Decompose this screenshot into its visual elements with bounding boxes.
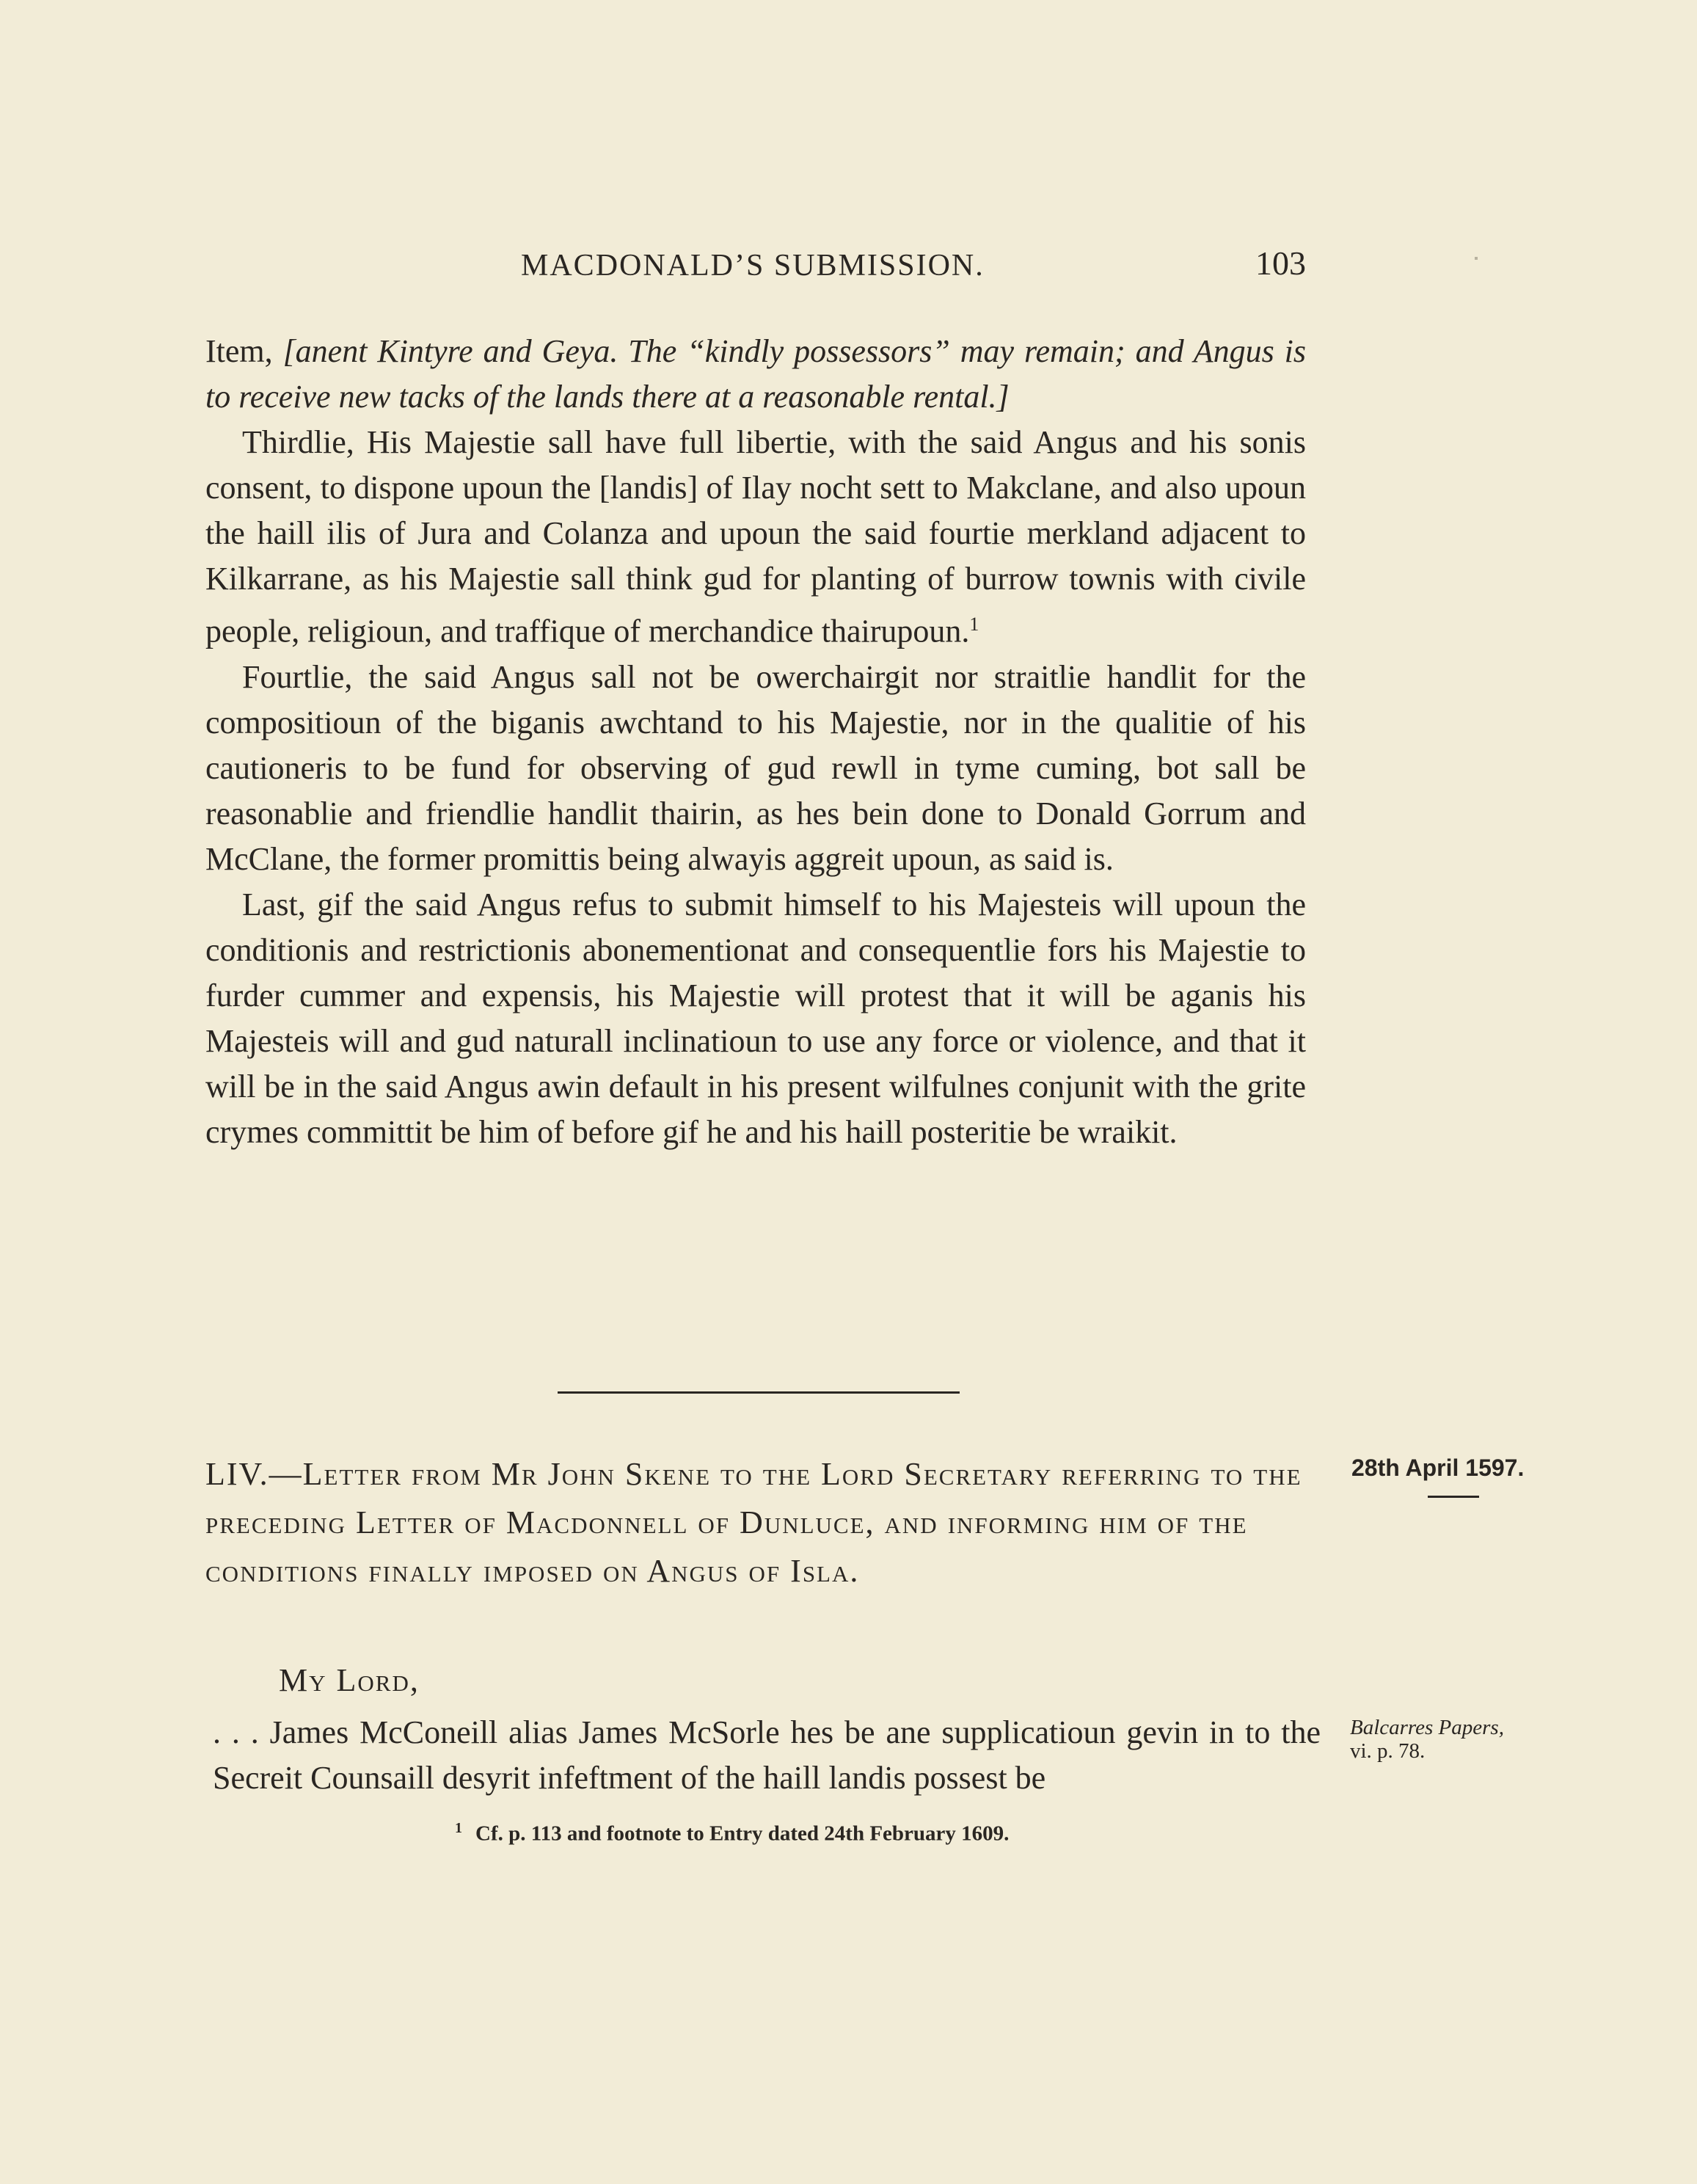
source-title: Balcarres Papers, bbox=[1350, 1716, 1504, 1739]
paragraph-item bbox=[205, 329, 1306, 420]
page-number: 103 bbox=[1255, 244, 1306, 282]
source-reference bbox=[1350, 1716, 1504, 1763]
salutation: My Lord, bbox=[279, 1662, 420, 1698]
date-underline bbox=[1428, 1496, 1479, 1498]
entry-heading bbox=[205, 1450, 1306, 1595]
item-text: [anent Kintyre and Geya. The “kindly possessors” may remain; and Angus is to receive new tacks of the lands there at a reasonable rental.] bbox=[205, 333, 1306, 415]
letter-text bbox=[213, 1710, 1321, 1801]
paragraph-last: Last, gif the said Angus refus to submit himself to his Majesteis will upoun the conditionis and restrictionis abonementionat and consequentlie fors his Majestie to furder cummer and expensis, his Majestie will protest that it will be aganis his Majesteis will and gud naturall inclinatioun to use any force or violence, and that it will be in the said Angus awin default in his present wilfulnes conjunit with the grite crymes committit be him of before gif he and his haill posteritie be wraikit. bbox=[205, 886, 1306, 1150]
letter-paragraph: . . . James McConeill alias James McSorle hes be ane supplicatioun gevin in to the Secreit Counsaill desyrit infeftment of the haill landis possest be bbox=[213, 1714, 1321, 1796]
paragraph-fourtlie: Fourtlie, the said Angus sall not be owerchairgit nor straitlie handlit for the compositioun of the biganis awchtand to his Majestie, nor in the qualitie of his cautioneris to be fund for observing of gud rewll in tyme cuming, bot sall be reasonablie and friendlie handlit thairin, as hes bein done to Donald Gorrum and McClane, the former promittis being alwayis aggreit upoun, as said is. bbox=[205, 658, 1306, 877]
paragraph-thirdlie bbox=[205, 420, 1306, 655]
item-label: Item, bbox=[205, 333, 273, 369]
footnote-number: 1 bbox=[455, 1820, 462, 1836]
entry-number: LIV. bbox=[205, 1456, 269, 1492]
entry-date: 28th April 1597. bbox=[1351, 1455, 1525, 1481]
page-speck bbox=[1475, 257, 1478, 260]
running-head bbox=[205, 244, 1306, 292]
footnote bbox=[455, 1820, 1009, 1846]
footnote-text: Cf. p. 113 and footnote to Entry dated 24th February 1609. bbox=[475, 1821, 1010, 1846]
thirdlie-text: Thirdlie, His Majestie sall have full libertie, with the said Angus and his sonis consent, to dispone upoun the [landis] of Ilay nocht sett to Makclane, and also upoun the haill ilis of Jura and Colanza and upoun the said fourtie merkland adjacent to Kilkarrane, as his Majestie sall think gud for planting of burrow townis with civile people, religioun, and traffique of merchandice thairupoun. bbox=[205, 424, 1306, 649]
section-divider bbox=[558, 1391, 960, 1394]
footnote-ref: 1 bbox=[969, 614, 979, 635]
running-title: MACDONALD’S SUBMISSION. bbox=[521, 249, 985, 283]
entry-heading-text: —Letter from Mr John Skene to the Lord Secretary referring to the preceding Letter of Macdonnell of Dunluce, and informing him of the conditions finally imposed on Angus of Isla. bbox=[205, 1456, 1302, 1589]
body-text bbox=[205, 329, 1306, 1155]
source-page: vi. p. 78. bbox=[1350, 1739, 1426, 1763]
